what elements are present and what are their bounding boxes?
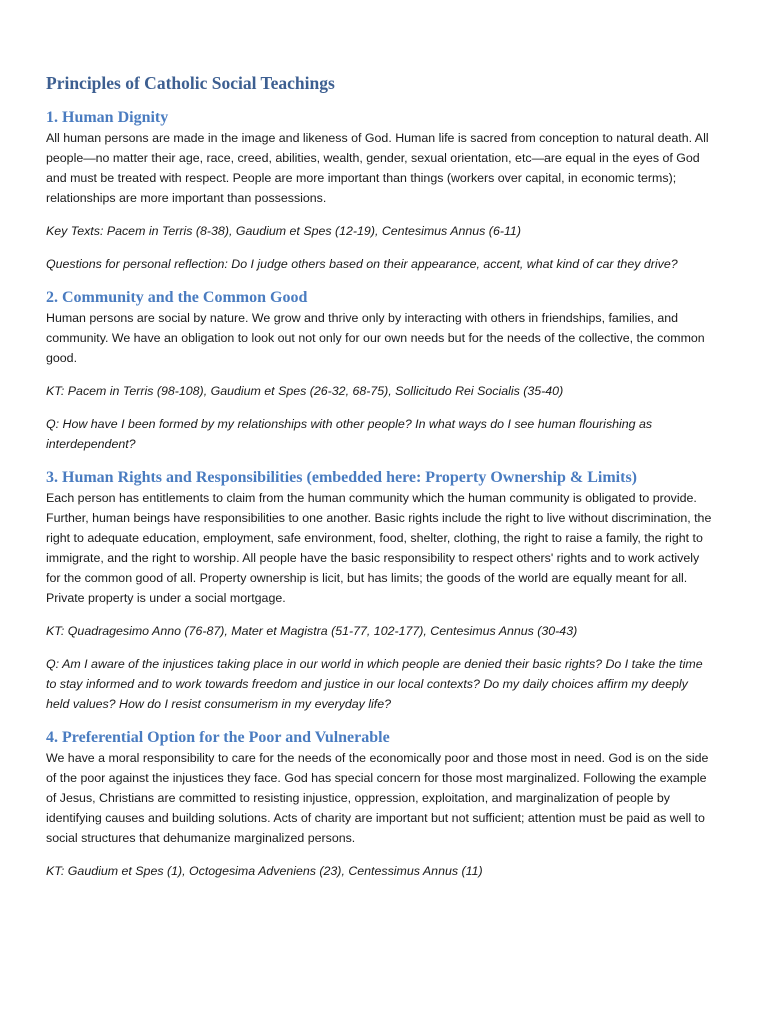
section-human-rights bbox=[46, 468, 712, 714]
section-body: All human persons are made in the image and likeness of God. Human life is sacred from conception to natural death. All people—no matter their age, race, creed, abilities, wealth, gender, sexual orientation, etc—are equal in the eyes of God and must be treated with respect. People are more important than things (workers over capital, in economic terms); relationships are more important than possessions. bbox=[46, 131, 709, 205]
section-body: Human persons are social by nature. We grow and thrive only by interacting with others in friendships, families, and community. We have an obligation to look out not only for our own needs but for the needs of the collective, the common good. bbox=[46, 311, 705, 365]
section-heading: 3. Human Rights and Responsibilities (embedded here: Property Ownership & Limits) bbox=[46, 469, 637, 486]
section-heading: 2. Community and the Common Good bbox=[46, 289, 308, 306]
section-human-dignity bbox=[46, 108, 712, 274]
section-heading: 4. Preferential Option for the Poor and Vulnerable bbox=[46, 729, 390, 746]
reflection-questions: Questions for personal reflection: Do I judge others based on their appearance, accent, what kind of car they drive? bbox=[46, 257, 678, 271]
key-texts: KT: Gaudium et Spes (1), Octogesima Adveniens (23), Centessimus Annus (11) bbox=[46, 864, 483, 878]
section-preferential-option-poor bbox=[46, 728, 712, 881]
section-body: Each person has entitlements to claim from the human community which the human community is obligated to provide. Further, human beings have responsibilities to one another. Basic rights include the right to live without discrimination, the right to adequate education, employment, safe environment, food, shelter, clothing, the right to raise a family, the right to immigrate, and the right to worship. All people have the basic responsibility to respect others' rights and to work actively for the common good of all. Property ownership is licit, but has limits; the goods of the world are equally meant for all. Private property is under a social mortgage. bbox=[46, 491, 712, 605]
reflection-questions: Q: How have I been formed by my relationships with other people? In what ways do I see human flourishing as interdependent? bbox=[46, 417, 653, 451]
key-texts: Key Texts: Pacem in Terris (8-38), Gaudium et Spes (12-19), Centesimus Annus (6-11) bbox=[46, 224, 521, 238]
page-title: Principles of Catholic Social Teachings bbox=[46, 73, 335, 93]
key-texts: KT: Pacem in Terris (98-108), Gaudium et Spes (26-32, 68-75), Sollicitudo Rei Socialis (35-40) bbox=[46, 384, 564, 398]
section-community-common-good bbox=[46, 288, 712, 454]
key-texts: KT: Quadragesimo Anno (76-87), Mater et Magistra (51-77, 102-177), Centesimus Annus (30-43) bbox=[46, 624, 578, 638]
section-heading: 1. Human Dignity bbox=[46, 109, 169, 126]
section-body: We have a moral responsibility to care for the needs of the economically poor and those most in need. God is on the side of the poor against the injustices they face. God has special concern for those most marginalized. Following the example of Jesus, Christians are committed to resisting injustice, oppression, exploitation, and marginalization of people by identifying causes and building solutions. Acts of charity are important but not sufficient; attention must be paid as well to social structures that dehumanize marginalized persons. bbox=[46, 751, 709, 845]
document-page bbox=[46, 72, 712, 881]
reflection-questions: Q: Am I aware of the injustices taking place in our world in which people are denied their basic rights? Do I take the time to stay informed and to work towards freedom and justice in our local contexts? Do my daily choices affirm my deeply held values? How do I resist consumerism in my everyday life? bbox=[46, 657, 703, 711]
